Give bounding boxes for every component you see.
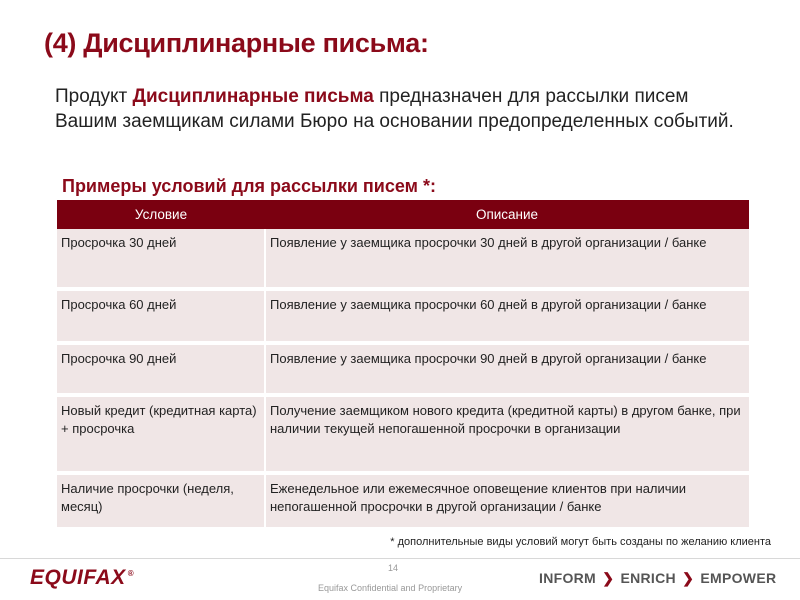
- chevron-right-icon: ❯: [682, 570, 695, 586]
- table-row: [57, 229, 749, 289]
- description-cell: Появление у заемщика просрочки 90 дней в другой организации / банке: [265, 343, 749, 395]
- tagline-enrich: ENRICH: [620, 570, 676, 586]
- condition-cell: Просрочка 60 дней: [57, 289, 265, 343]
- tagline: [539, 570, 776, 587]
- confidential-notice: Equifax Confidential and Proprietary: [318, 583, 463, 593]
- intro-product-name: Дисциплинарные письма: [132, 86, 374, 107]
- chevron-right-icon: ❯: [602, 570, 615, 586]
- footnote: * дополнительные виды условий могут быть созданы по желанию клиента: [390, 536, 771, 548]
- condition-cell: Новый кредит (кредитная карта) + просрочка: [57, 395, 265, 473]
- table-header-row: [57, 200, 749, 229]
- conditions-table: [57, 200, 749, 531]
- slide-title: (4) Дисциплинарные письма:: [44, 28, 429, 58]
- footer-divider: [0, 558, 800, 559]
- tagline-empower: EMPOWER: [700, 570, 777, 586]
- table-row: [57, 343, 749, 395]
- description-cell: Получение заемщиком нового кредита (кредитной карты) в другом банке, при наличии текущей непогашенной просрочки в организации: [265, 395, 749, 473]
- tagline-inform: INFORM: [539, 570, 597, 586]
- description-cell: Появление у заемщика просрочки 60 дней в другой организации / банке: [265, 289, 749, 343]
- description-cell: Еженедельное или ежемесячное оповещение клиентов при наличии непогашенной просрочки в другой организации / банке: [265, 473, 749, 529]
- header-condition: Условие: [57, 200, 265, 229]
- intro-suffix: предназначен для рассылки писем Вашим заемщикам силами Бюро на основании предопределенных событий.: [55, 86, 734, 132]
- condition-cell: Наличие просрочки (неделя, месяц): [57, 473, 265, 529]
- table-row: [57, 473, 749, 529]
- header-description: Описание: [265, 200, 749, 229]
- condition-cell: Просрочка 90 дней: [57, 343, 265, 395]
- table-row: [57, 395, 749, 473]
- intro-prefix: Продукт: [55, 86, 133, 107]
- page-number: 14: [388, 563, 399, 573]
- intro-paragraph: [55, 84, 755, 134]
- equifax-logo: [30, 566, 134, 590]
- logo-text: EQUIFAX: [30, 566, 126, 589]
- registered-mark: ®: [127, 569, 135, 578]
- condition-cell: Просрочка 30 дней: [57, 229, 265, 289]
- examples-subtitle: Примеры условий для рассылки писем *:: [62, 176, 436, 196]
- table-row: [57, 289, 749, 343]
- description-cell: Появление у заемщика просрочки 30 дней в другой организации / банке: [265, 229, 749, 289]
